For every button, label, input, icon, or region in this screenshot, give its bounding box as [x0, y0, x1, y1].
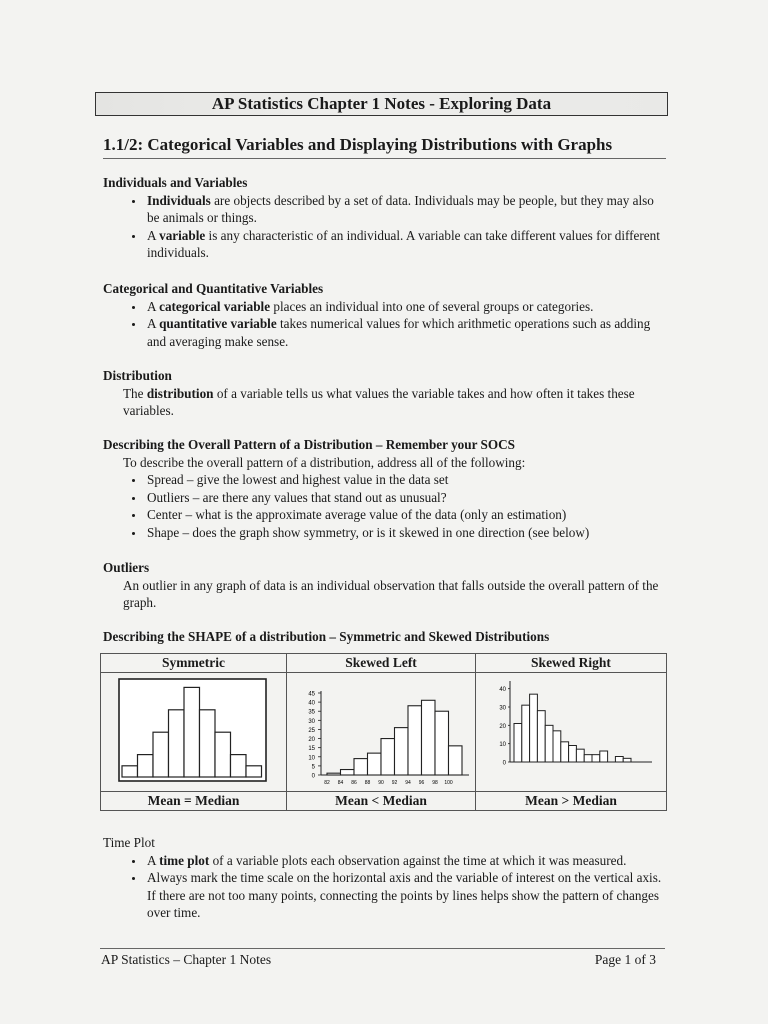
- y-tick-label: 30: [308, 718, 315, 725]
- skewed-left-histogram: [287, 673, 475, 787]
- definition: places an individual into one of several groups or categories.: [270, 298, 594, 314]
- bar-9: [576, 749, 584, 762]
- bar-98: [435, 711, 449, 775]
- symmetric-cell: [101, 673, 287, 792]
- distribution-block: [103, 367, 668, 420]
- bar-1: [122, 766, 138, 777]
- y-tick-label: 30: [499, 705, 506, 712]
- bar-8: [231, 755, 247, 777]
- bar-82: [327, 773, 341, 775]
- prefix: The: [123, 385, 147, 401]
- list-item: • Shape – does the graph show symmetry, or is it skewed in one direction (see below): [145, 524, 668, 542]
- bar-7: [215, 732, 231, 777]
- bar-90: [381, 739, 395, 775]
- y-tick-label: 45: [308, 691, 315, 698]
- bar-88: [368, 753, 382, 775]
- bar-11: [592, 755, 600, 762]
- x-tick-label: 92: [391, 780, 398, 786]
- bar-86: [354, 759, 368, 775]
- bar-6: [553, 731, 561, 762]
- bar-10: [584, 755, 592, 762]
- y-tick-label: 10: [308, 755, 315, 762]
- bar-100: [449, 746, 463, 775]
- distribution-text: [103, 385, 668, 420]
- y-tick-label: 40: [308, 700, 315, 707]
- socs-block: [103, 436, 668, 541]
- footer-page-number: Page 1 of 3: [594, 952, 656, 967]
- term: time plot: [159, 852, 210, 868]
- symmetric-histogram: [101, 673, 286, 787]
- y-tick-label: 25: [308, 727, 315, 734]
- col-header-skewed-left: Skewed Left: [287, 654, 476, 673]
- bar-84: [341, 770, 355, 775]
- bar-2: [138, 755, 154, 777]
- skewed-right-histogram: [476, 673, 666, 787]
- x-tick-label: 98: [432, 780, 438, 786]
- x-tick-label: 96: [418, 780, 425, 786]
- individuals-block: [103, 174, 668, 262]
- list-item: • Outliers – are there any values that stand out as unusual?: [145, 489, 668, 507]
- list-item: • Center – what is the approximate average value of the data (only an estimation): [145, 506, 668, 524]
- definition: are objects described by a set of data. Individuals may be people, but they may also be animals or things.: [147, 192, 654, 225]
- bar-9: [246, 766, 262, 777]
- x-tick-label: 84: [337, 780, 344, 786]
- timeplot-heading: Time Plot: [103, 835, 155, 850]
- footer-rule: [100, 948, 665, 949]
- prefix: A: [147, 316, 160, 331]
- skewed-left-cell: [287, 673, 476, 792]
- skewed-right-cell: [476, 673, 667, 792]
- x-tick-label: 100: [444, 780, 453, 786]
- col-header-symmetric: Symmetric: [101, 654, 287, 673]
- caption-skewed-left: Mean < Median: [287, 792, 476, 811]
- footer-left: AP Statistics – Chapter 1 Notes: [101, 952, 272, 967]
- socs-heading: Describing the Overall Pattern of a Distribution – Remember your SOCS: [103, 437, 515, 452]
- prefix: A: [147, 852, 160, 868]
- term: Individuals: [147, 192, 211, 208]
- y-tick-label: 40: [499, 687, 506, 694]
- bar-92: [395, 728, 409, 775]
- individuals-heading: Individuals and Variables: [103, 175, 248, 190]
- shape-heading: Describing the SHAPE of a distribution – Symmetric and Skewed Distributions: [103, 629, 550, 644]
- caption-skewed-right: Mean > Median: [476, 792, 667, 811]
- bar-5: [184, 687, 200, 777]
- y-tick-label: 10: [499, 742, 506, 749]
- y-tick-label: 5: [311, 764, 315, 771]
- x-tick-label: 88: [364, 780, 371, 786]
- socs-intro: To describe the overall pattern of a distribution, address all of the following:: [123, 454, 526, 470]
- document-title-box: [95, 92, 668, 116]
- x-tick-label: 94: [405, 780, 411, 786]
- shape-table: [100, 653, 667, 811]
- section-title: 1.1/2: Categorical Variables and Displaying Distributions with Graphs: [103, 134, 666, 159]
- bar-4: [169, 710, 185, 777]
- bar-4: [537, 711, 545, 762]
- list-item: [145, 298, 668, 316]
- x-tick-label: 82: [324, 780, 330, 786]
- term: categorical variable: [159, 298, 271, 314]
- term: distribution: [146, 385, 214, 401]
- bar-15: [623, 758, 631, 762]
- definition: is any characteristic of an individual. A variable can take different values for different individuals.: [147, 227, 660, 260]
- y-tick-label: 0: [311, 773, 315, 780]
- col-header-skewed-right: Skewed Right: [476, 654, 667, 673]
- y-tick-label: 20: [308, 737, 315, 744]
- bar-8: [569, 746, 577, 763]
- list-item: • Spread – give the lowest and highest value in the data set: [145, 471, 668, 489]
- bar-3: [530, 694, 538, 762]
- bar-2: [522, 705, 530, 762]
- bar-94: [408, 706, 422, 775]
- catquant-block: [103, 280, 668, 350]
- list-item: [145, 192, 668, 227]
- bar-96: [422, 700, 436, 775]
- y-tick-label: 0: [502, 760, 506, 767]
- y-tick-label: 20: [499, 723, 506, 730]
- bar-1: [514, 724, 522, 763]
- shape-block: [103, 628, 668, 646]
- bar-14: [615, 757, 623, 763]
- definition: of a variable plots each observation against the time at which it was measured.: [209, 852, 627, 868]
- document-title: AP Statistics Chapter 1 Notes - Exploring Data: [211, 94, 552, 113]
- prefix: A: [147, 298, 160, 314]
- list-item: [145, 227, 668, 262]
- bar-12: [600, 751, 608, 762]
- outliers-text: An outlier in any graph of data is an individual observation that falls outside the overall pattern of the graph.: [123, 577, 659, 610]
- x-tick-label: 86: [351, 780, 357, 786]
- caption-symmetric: Mean = Median: [101, 792, 287, 811]
- definition: of a variable tells us what values the variable takes and how often it takes these variables.: [123, 385, 635, 418]
- timeplot-block: [103, 834, 668, 922]
- bar-6: [200, 710, 216, 777]
- catquant-heading: Categorical and Quantitative Variables: [103, 281, 324, 296]
- definition: takes numerical values for which arithmetic operations such as adding and averaging make sense.: [147, 316, 651, 349]
- prefix: A: [147, 227, 160, 243]
- outliers-block: [103, 559, 668, 612]
- list-item: • Always mark the time scale on the horizontal axis and the variable of interest on the vertical axis. If there are not too many points, connecting the points by lines helps show the pattern of changes over time.: [145, 869, 668, 922]
- term: variable: [159, 227, 206, 243]
- x-tick-label: 90: [378, 780, 384, 786]
- list-item: [145, 852, 668, 870]
- bar-5: [545, 725, 553, 762]
- y-tick-label: 35: [308, 709, 315, 716]
- outliers-heading: Outliers: [103, 560, 150, 575]
- y-tick-label: 15: [308, 746, 315, 753]
- term: quantitative variable: [159, 316, 277, 331]
- list-item: [145, 315, 668, 350]
- distribution-heading: Distribution: [103, 368, 172, 383]
- bar-7: [561, 742, 569, 762]
- bar-3: [153, 732, 169, 777]
